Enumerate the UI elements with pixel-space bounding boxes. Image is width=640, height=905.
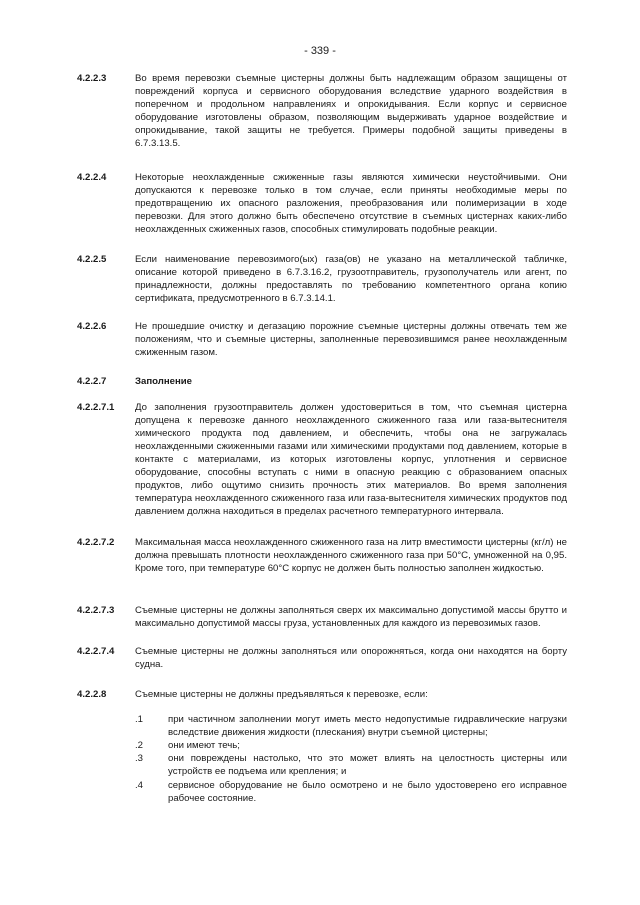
section-4-2-2-7-3 xyxy=(77,604,567,630)
list-marker: .1 xyxy=(135,714,144,725)
list-marker: .3 xyxy=(135,753,144,764)
section-4-2-2-6 xyxy=(77,320,567,359)
section-number: 4.2.2.4 xyxy=(77,172,107,183)
section-text: Не прошедшие очистку и дегазацию порожние съемные цистерны должны отвечать тем же положениям, что и съемные цистерны, заполненные перевозившимся ранее неохлажденным сжиженным газом. xyxy=(135,321,567,358)
section-number: 4.2.2.7.1 xyxy=(77,402,115,413)
section-4-2-2-5 xyxy=(77,253,567,305)
section-text: Если наименование перевозимого(ых) газа(ов) не указано на металлической табличке, описание которой приведено в 6.7.3.16.2, грузоотправитель, грузополучатель или агент, по принадлежности, должны предоставлять по требованию компетентного органа копию сертификата, предусмотренного в 6.7.3.14.1. xyxy=(135,254,567,304)
section-heading: Заполнение xyxy=(135,376,193,387)
section-text: Некоторые неохлажденные сжиженные газы являются химически неустойчивыми. Они допускаются к перевозке только в том случае, если приняты необходимые меры по предотвращению их опасного разложения, преобразования или полимеризации в ходе перевозки. Для этого должно быть обеспечено отсутствие в съемных цистернах каких-либо неохлажденных сжиженных газов, способных стимулировать подобные реакции. xyxy=(135,172,567,235)
section-number: 4.2.2.6 xyxy=(77,321,107,332)
section-number: 4.2.2.5 xyxy=(77,254,107,265)
section-number: 4.2.2.8 xyxy=(77,689,107,700)
list-text: они имеют течь; xyxy=(168,740,240,751)
section-text: Съемные цистерны не должны заполняться сверх их максимально допустимой массы брутто и максимально допустимой массы груза, установленных для каждого из перевозимых газов. xyxy=(135,605,567,629)
list-marker: .2 xyxy=(135,740,144,751)
section-text: Во время перевозки съемные цистерны должны быть надлежащим образом защищены от повреждений корпуса и сервисного оборудования вследствие ударного воздействия в поперечном и продольном направлениях и опрокидывания. Если корпус и сервисное оборудование изготовлены образом, позволяющим выдерживать ударное воздействие и опрокидывание, такой защиты не требуется. Примеры подобной защиты приведены в 6.7.3.13.5. xyxy=(135,73,567,149)
list-marker: .4 xyxy=(135,780,144,791)
section-number: 4.2.2.7.2 xyxy=(77,537,115,548)
section-number: 4.2.2.7.4 xyxy=(77,646,115,657)
section-4-2-2-7-2 xyxy=(77,536,567,575)
list-item xyxy=(135,739,567,752)
list-text: при частичном заполнении могут иметь место недопустимые гидравлические нагрузки вследствие движения жидкости (плескания) внутри съемной цистерны; xyxy=(168,714,567,738)
list-text: они повреждены настолько, что это может влиять на целостность цистерны или устройств ее подъема или крепления; и xyxy=(168,753,567,777)
list-item xyxy=(135,779,567,805)
list-item xyxy=(135,713,567,739)
section-number: 4.2.2.3 xyxy=(77,73,107,84)
section-number: 4.2.2.7 xyxy=(77,376,107,387)
section-text: Съемные цистерны не должны заполняться или опорожняться, когда они находятся на борту судна. xyxy=(135,646,567,670)
section-4-2-2-8 xyxy=(77,688,567,701)
section-4-2-2-7 xyxy=(77,375,567,388)
section-text: Съемные цистерны не должны предъявляться к перевозке, если: xyxy=(135,689,428,700)
list-item xyxy=(135,752,567,778)
section-4-2-2-4 xyxy=(77,171,567,236)
section-4-2-2-7-4 xyxy=(77,645,567,671)
section-number: 4.2.2.7.3 xyxy=(77,605,115,616)
page-number: - 339 - xyxy=(304,45,336,57)
section-text: До заполнения грузоотправитель должен удостовериться в том, что съемная цистерна допущена к перевозке данного неохлажденного сжиженного газа или газа-вытеснителя химического продукта под давлением, и обеспечить, чтобы она не загружалась неохлажденными сжиженными газами или химическими продуктами под давлением, которые в контакте с материалами, из которых изготовлены корпус, уплотнения и сервисное оборудование, способны вступать с ними в опасную реакцию с образованием опасных продуктов, либо ощутимо снизить прочность этих материалов. Во время заполнения температура неохлажденного сжиженного газа или газа-вытеснителя химических продуктов под давлением должна находиться в пределах расчетного температурного интервала. xyxy=(135,402,567,517)
section-text: Максимальная масса неохлажденного сжиженного газа на литр вместимости цистерны (кг/л) не должна превышать плотности неохлажденного сжиженного газа при 50°С, умноженной на 0,95. Кроме того, при температуре 60°С корпус не должен быть полностью заполнен жидкостью. xyxy=(135,537,567,574)
section-4-2-2-7-1 xyxy=(77,401,567,518)
list-text: сервисное оборудование не было осмотрено и не было удостоверено его исправное рабочее состояние. xyxy=(168,780,567,804)
section-4-2-2-3 xyxy=(77,72,567,150)
